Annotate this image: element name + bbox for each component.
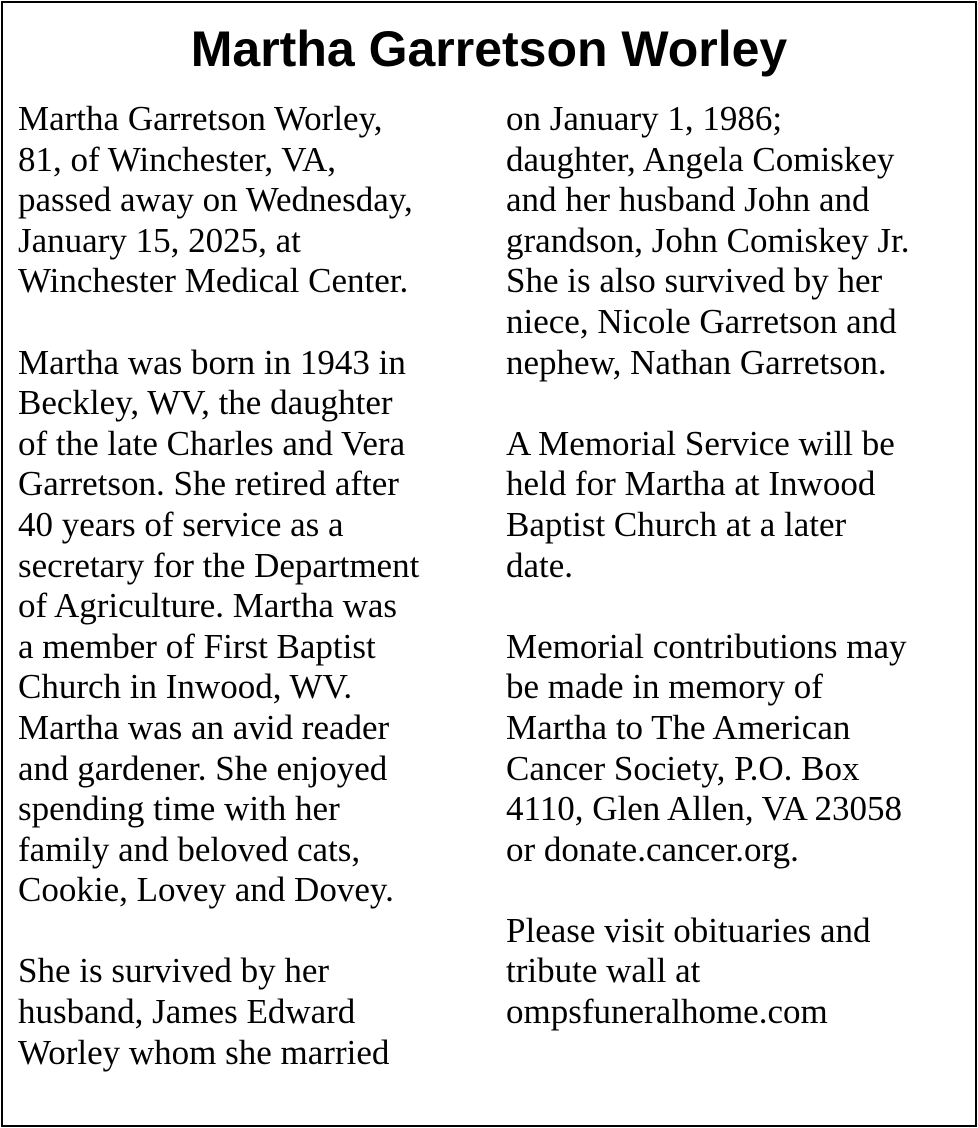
text-line: held for Martha at Inwood	[506, 464, 876, 504]
text-line: of Agriculture. Martha was	[18, 586, 398, 626]
text-line: Garretson. She retired after	[18, 464, 399, 504]
text-line: A Memorial Service will be	[506, 423, 895, 463]
text-line: She is also survived by her	[506, 261, 883, 301]
text-line: Martha was born in 1943 in	[18, 342, 406, 382]
paragraph-survivors	[18, 951, 488, 1073]
text-line: of the late Charles and Vera	[18, 423, 406, 463]
text-line: or donate.cancer.org.	[506, 829, 799, 869]
text-line: Martha Garretson Worley,	[18, 99, 383, 138]
right-column	[506, 99, 971, 1033]
text-line: 81, of Winchester, VA,	[18, 139, 336, 179]
text-line: Cookie, Lovey and Dovey.	[18, 870, 394, 910]
text-line: daughter, Angela Comiskey	[506, 139, 895, 179]
paragraph-gap	[506, 586, 971, 627]
text-line: Beckley, WV, the daughter	[18, 383, 393, 423]
text-line: passed away on Wednesday,	[18, 180, 413, 220]
paragraph-memorial-service	[506, 424, 971, 586]
text-line: be made in memory of	[506, 667, 823, 707]
text-line: family and beloved cats,	[18, 829, 361, 869]
obituary-frame	[1, 1, 977, 1127]
text-line: Please visit obituaries and	[506, 910, 871, 950]
text-line: tribute wall at	[506, 951, 701, 991]
text-line: and gardener. She enjoyed	[18, 748, 388, 788]
paragraph-biography	[18, 343, 488, 911]
text-line: date.	[506, 545, 574, 585]
text-line: on January 1, 1986;	[506, 99, 783, 138]
text-line: secretary for the Department	[18, 545, 420, 585]
paragraph-contributions	[506, 627, 971, 871]
text-line: Winchester Medical Center.	[18, 261, 409, 301]
text-line: Martha to The American	[506, 707, 851, 747]
text-line: nephew, Nathan Garretson.	[506, 342, 887, 382]
text-line: ompsfuneralhome.com	[506, 992, 828, 1032]
paragraph-tribute-wall	[506, 911, 971, 1033]
left-column	[18, 99, 488, 1073]
text-line: Memorial contributions may	[506, 626, 907, 666]
paragraph-announcement	[18, 99, 488, 302]
text-line: Worley whom she married	[18, 1032, 390, 1072]
text-line: Church in Inwood, WV.	[18, 667, 353, 707]
text-line: Cancer Society, P.O. Box	[506, 748, 860, 788]
paragraph-survivors-continued	[506, 99, 971, 383]
text-line: 40 years of service as a	[18, 504, 344, 544]
text-line: a member of First Baptist	[18, 626, 376, 666]
obituary-title: Martha Garretson Worley	[190, 21, 788, 77]
paragraph-gap	[506, 383, 971, 424]
text-line: spending time with her	[18, 789, 340, 829]
text-line: and her husband John and	[506, 180, 870, 220]
text-line: husband, James Edward	[18, 992, 356, 1032]
text-line: grandson, John Comiskey Jr.	[506, 220, 910, 260]
paragraph-gap	[506, 870, 971, 911]
text-line: January 15, 2025, at	[18, 220, 301, 260]
paragraph-gap	[18, 911, 488, 952]
text-line: 4110, Glen Allen, VA 23058	[506, 789, 903, 829]
text-line: Martha was an avid reader	[18, 707, 390, 747]
text-line: Baptist Church at a later	[506, 504, 847, 544]
paragraph-gap	[18, 302, 488, 343]
text-line: niece, Nicole Garretson and	[506, 301, 897, 341]
text-line: She is survived by her	[18, 951, 330, 991]
